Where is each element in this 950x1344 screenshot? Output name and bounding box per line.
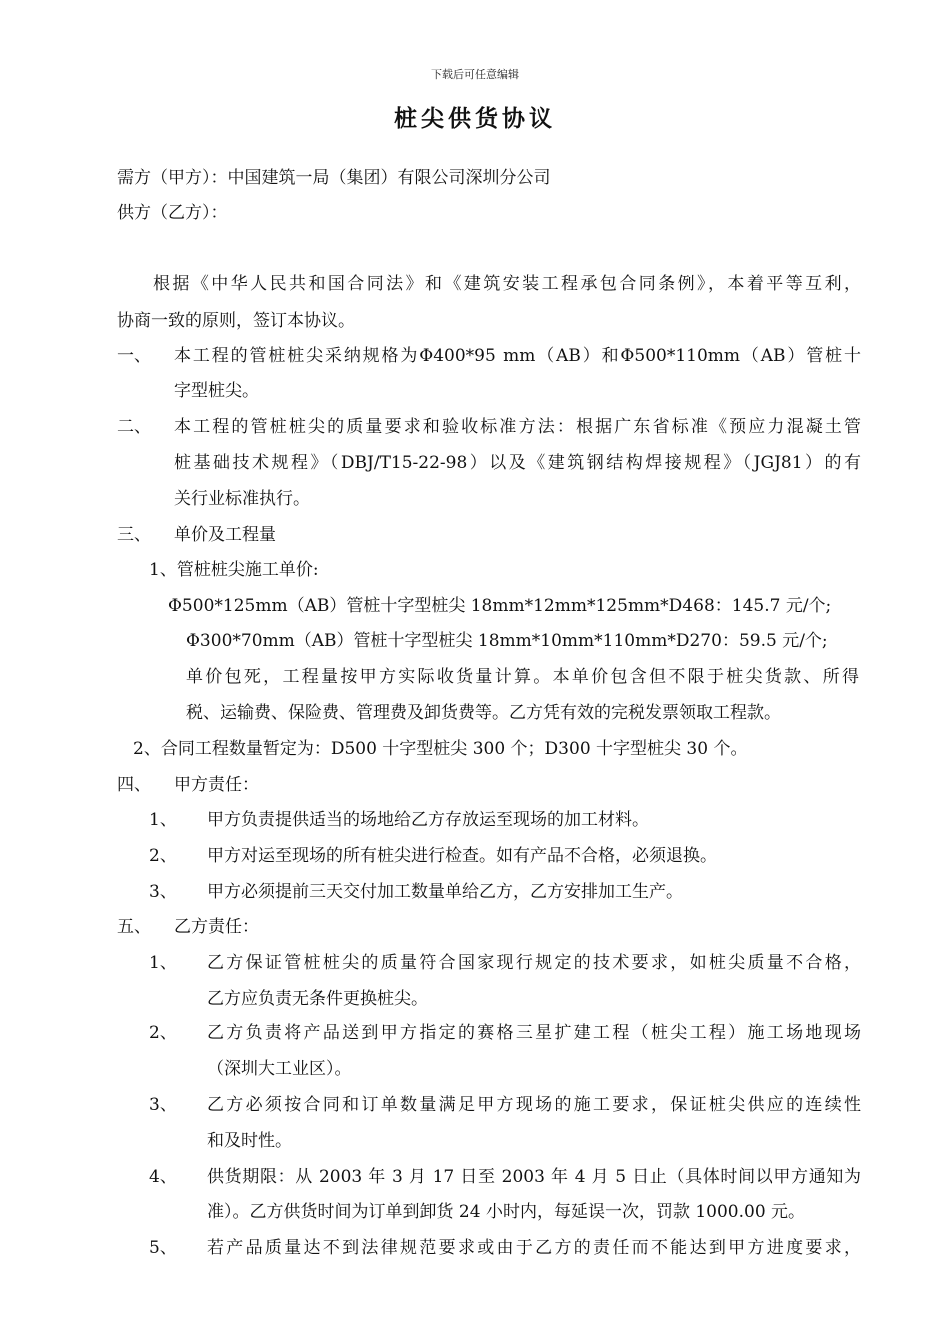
section5-item-1-line-1: 乙方保证管桩桩尖的质量符合国家现行规定的技术要求，如桩尖质量不合格， (207, 953, 861, 973)
buyer-line: 需方（甲方）：中国建筑一局（集团）有限公司深圳分公司 (117, 168, 551, 188)
intro-line-2: 协商一致的原则，签订本协议。 (117, 311, 355, 331)
item-number: 3、 (149, 1095, 177, 1115)
section-number: 三、 (117, 525, 151, 545)
section5-item-3-line-2: 和及时性。 (207, 1131, 292, 1151)
item-number: 2、 (149, 846, 177, 866)
item-number: 5、 (149, 1238, 177, 1258)
header-note: 下载后可任意编辑 (431, 68, 519, 81)
price-line-2: Φ300*70mm（AB）管桩十字型桩尖 18mm*10mm*110mm*D270：59.5 元/个; (186, 631, 828, 651)
section3-heading: 单价及工程量 (174, 525, 276, 545)
section-number: 二、 (117, 417, 151, 437)
section5-heading: 乙方责任： (174, 917, 259, 937)
item-number: 2、 (149, 1023, 177, 1043)
supplier-line: 供方（乙方）： (117, 203, 228, 223)
section5-item-1-line-2: 乙方应负责无条件更换桩尖。 (207, 989, 428, 1009)
item-number: 1、 (149, 810, 177, 830)
price-note-line-2: 税、运输费、保险费、管理费及卸货费等。乙方凭有效的完税发票领取工程款。 (186, 703, 781, 723)
section2-line-2: 桩基础技术规程》（DBJ/T15-22-98）以及《建筑钢结构焊接规程》（JGJ81）的有 (174, 453, 861, 473)
section5-item-3-line-1: 乙方必须按合同和订单数量满足甲方现场的施工要求，保证桩尖供应的连续性 (207, 1095, 861, 1115)
section4-item-2: 甲方对运至现场的所有桩尖进行检查。如有产品不合格，必须退换。 (207, 846, 717, 866)
item-number: 1、 (149, 953, 177, 973)
section5-item-2-line-1: 乙方负责将产品送到甲方指定的赛格三星扩建工程（桩尖工程）施工场地现场 (207, 1023, 861, 1043)
section2-line-1: 本工程的管桩桩尖的质量要求和验收标准方法：根据广东省标准《预应力混凝土管 (174, 417, 861, 437)
section3-sub2: 2、合同工程数量暂定为：D500 十字型桩尖 300 个；D300 十字型桩尖 30 个。 (133, 739, 748, 759)
section-number: 一、 (117, 346, 151, 366)
section1-line-1: 本工程的管桩桩尖采纳规格为Φ400*95 mm（AB）和Φ500*110mm（AB）管桩十 (174, 346, 861, 366)
document-title: 桩尖供货协议 (394, 105, 556, 132)
item-number: 4、 (149, 1167, 177, 1187)
section1-line-2: 字型桩尖。 (174, 381, 259, 401)
section-number: 五、 (117, 917, 151, 937)
section4-item-3: 甲方必须提前三天交付加工数量单给乙方，乙方安排加工生产。 (207, 882, 683, 902)
section5-item-4-line-1: 供货期限：从 2003 年 3 月 17 日至 2003 年 4 月 5 日止（具体时间以甲方通知为 (207, 1167, 861, 1187)
section5-item-2-line-2: （深圳大工业区）。 (207, 1059, 352, 1079)
section5-item-4-line-2: 准）。乙方供货时间为订单到卸货 24 小时内，每延误一次，罚款 1000.00 元。 (207, 1202, 806, 1222)
item-number: 3、 (149, 882, 177, 902)
section3-sub1: 1、管桩桩尖施工单价: (149, 560, 319, 580)
section4-heading: 甲方责任： (174, 775, 259, 795)
intro-line-1: 根据《中华人民共和国合同法》和《建筑安装工程承包合同条例》，本着平等互利， (153, 274, 861, 294)
section-number: 四、 (117, 775, 151, 795)
section5-item-5-line-1: 若产品质量达不到法律规范要求或由于乙方的责任而不能达到甲方进度要求， (207, 1238, 861, 1258)
price-note-line-1: 单价包死，工程量按甲方实际收货量计算。本单价包含但不限于桩尖货款、所得 (186, 667, 859, 687)
price-line-1: Φ500*125mm（AB）管桩十字型桩尖 18mm*12mm*125mm*D468：145.7 元/个; (168, 596, 832, 616)
section4-item-1: 甲方负责提供适当的场地给乙方存放运至现场的加工材料。 (207, 810, 649, 830)
section2-line-3: 关行业标准执行。 (174, 489, 310, 509)
